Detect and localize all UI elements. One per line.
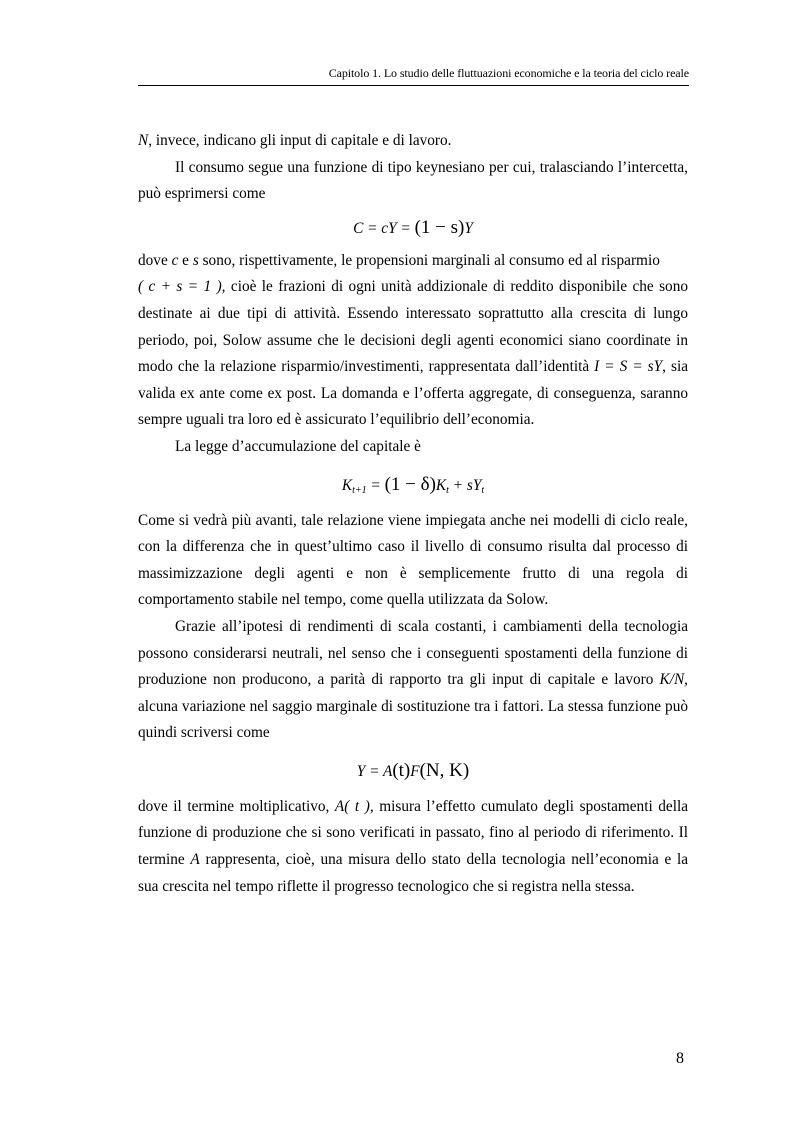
paragraph-technology: dove il termine moltiplicativo, A( t ), misura l’effetto cumulato degli spostamenti della funzione di produzione che si sono verificati in passato, fino al periodo di riferimento. Il termine A rappresenta, cioè, una misura dello stato della tecnologia nell’economia e la sua crescita nel tempo riflette il progresso tecnologico che si registra nella stessa. [138,797,689,895]
equation-production: Y = A(t)F(N, K) [356,759,470,781]
equation-capital: $K_{t+1} = (1 - \delta)K_t + sY_t$ [341,473,485,496]
paragraph-consumption: Il consumo segue una funzione di tipo keynesiano per cui, tralasciando l’intercetta, può esprimersi come [138,158,688,203]
running-header: Capitolo 1. Lo studio delle fluttuazioni economiche e la teoria del ciclo reale [328,66,689,80]
paragraph-inputs: N, invece, indicano gli input di capitale e di lavoro. [138,132,452,149]
a-of-t-inline: A( t ) [334,797,370,815]
identity-inline: I = S = sY [594,358,663,376]
header-rule [138,85,689,86]
ratio-inline: K/N [659,671,685,689]
variable-n: N [138,132,149,149]
page-number: 8 [676,1050,684,1067]
condition-inline: ( c + s = 1 ) [138,278,222,296]
paragraph-accumulation: La legge d’accumulazione del capitale è [175,437,421,455]
equation-consumption: C = cY = (1 − s)Y [353,216,473,238]
document-body [138,128,688,900]
paragraph-propensities: dove c e s sono, rispettivamente, le propensioni marginali al consumo ed al risparmio ( c + s = 1 ), cioè le frazioni di ogni unità addizionale di reddito disponibile che sono destinate ai due tipi di attività. Essendo interessato soprattutto alla crescita di lungo periodo, poi, Solow assume che le decisioni degli agenti economici siano coordinate in modo che la relazione risparmio/investimenti, rappresentata dall’identità I = S = sY, sia valida ex ante come ex post. La domanda e l’offerta aggregate, di conseguenza, saranno sempre uguali tra loro ed è assicurato l’equilibrio dell’economia. [138,251,688,429]
paragraph-returns-to-scale: Grazie all’ipotesi di rendimenti di scala costanti, i cambiamenti della tecnologia possono considerarsi neutrali, nel senso che i conseguenti spostamenti della funzione di produzione non producono, a parità di rapporto tra gli input di capitale e lavoro K/N, alcuna variazione nel saggio marginale di sostituzione tra i fattori. La stessa funzione può quindi scriversi come [138,617,688,742]
paragraph-real-cycle: Come si vedrà più avanti, tale relazione viene impiegata anche nei modelli di ciclo reale, con la differenza che in quest’ultimo caso il livello di consumo risulta dal processo di massimizzazione degli agenti e non è semplicemente frutto di una regola di comportamento stabile nel tempo, come quella utilizzata da Solow. [138,511,688,609]
